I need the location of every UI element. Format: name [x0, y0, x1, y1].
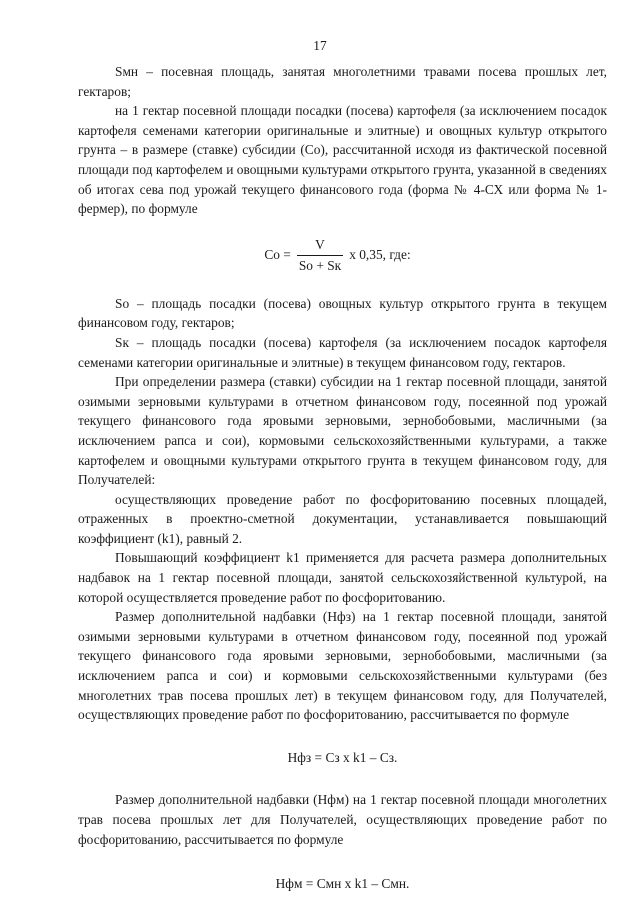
paragraph-sk-definition: Sк – площадь посадки (посева) картофеля (за исключением посадок картофеля семенами категории оригинальные и элитные) в текущем финансовом году, гектаров. — [78, 334, 607, 370]
paragraph-nfz-description: Размер дополнительной надбавки (Нфз) на 1 гектар посевной площади, занятой озимыми зерновыми культурами в отчетном финансовом году, посеянной под урожай текущего финансового года яровыми зерновыми, зернобобовыми, масличными (за исключением рапса и сои) и кормовыми сельскохозяйственными культурами (без многолетних трав посева прошлых лет) в текущем финансовом году, для Получателей, осуществляющих проведение работ по фосфоритованию, рассчитывается по формуле — [78, 609, 607, 723]
paragraph-potato-subsidy: на 1 гектар посевной площади посадки (посева) картофеля (за исключением посадок картофеля семенами категории оригинальные и элитные) и овощных культур открытого грунта – в размере (ставке) субсидии (Со), рассчитанной исходя из фактической посевной площади под картофелем и овощными культурами открытого грунта, указанной в сведениях об итогах сева под урожай текущего финансового года (форма № 4-СХ или форма № 1-фермер), по формуле — [78, 103, 607, 217]
paragraph-so-definition: Sо – площадь посадки (посева) овощных культур открытого грунта в текущем финансовом году, гектаров; — [78, 295, 607, 331]
formula-co-denominator: Sо + Sк — [297, 255, 343, 275]
paragraph-k1-coefficient: Повышающий коэффициент k1 применяется для расчета размера дополнительных надбавок на 1 гектар посевной площади, занятой сельскохозяйственной культурой, на которой осуществляется проведение работ по фосфоритованию. — [78, 550, 607, 605]
paragraph-smn-definition: Sмн – посевная площадь, занятая многолетними травами посева прошлых лет, гектаров; — [78, 64, 607, 99]
formula-co-numerator: V — [315, 236, 325, 252]
formula-nfm: Нфм = Смн x k1 – Смн. — [275, 876, 410, 892]
formula-nfz: Нфз = Сз x k1 – Сз. — [287, 749, 398, 765]
formula-co — [73, 236, 602, 275]
page-number: 17 — [313, 38, 327, 53]
paragraph-phosphoritization-recipients: осуществляющих проведение работ по фосфоритованию посевных площадей, отраженных в проектно-сметной документации, устанавливается повышающий коэффициент (k1), равный 2. — [78, 491, 607, 546]
formula-co-fraction — [297, 236, 343, 275]
formula-co-lhs: Со = — [264, 247, 291, 263]
paragraph-rate-determination: При определении размера (ставки) субсидии на 1 гектар посевной площади, занятой озимыми зерновыми культурами в отчетном финансовом году, посеянной под урожай текущего финансового года яровыми зерновыми, зернобобовыми, масличными (за исключением рапса и сои), кормовыми сельскохозяйственными культурами, а также картофелем и овощными культурами открытого грунта в текущем финансовом году, для Получателей: — [78, 374, 607, 488]
formula-co-rhs: x 0,35, где: — [349, 247, 411, 263]
document-body — [78, 62, 607, 917]
paragraph-nfm-description: Размер дополнительной надбавки (Нфм) на 1 гектар посевной площади многолетних трав посева прошлых лет для Получателей, осуществляющих проведение работ по фосфоритованию, рассчитывается по формуле — [78, 792, 607, 847]
